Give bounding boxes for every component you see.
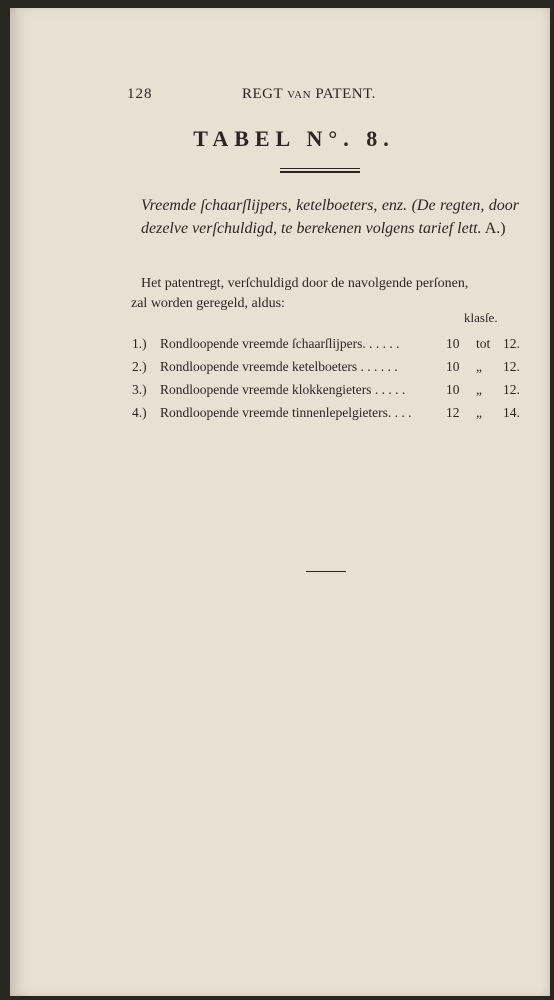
- row-class-high: 12.: [503, 382, 520, 397]
- table-title: TABEL N°. 8.: [193, 126, 395, 151]
- row-number: 4.): [132, 405, 147, 420]
- row-number: 3.): [132, 382, 147, 397]
- intro-line-1: Het patentregt, verſchuldigd door de navolgende perſonen,: [141, 276, 469, 291]
- row-class-low: 10: [446, 359, 460, 374]
- running-title-part2: PATENT.: [311, 86, 376, 102]
- row-description: Rondloopende vreemde ketelboeters . . . . . .: [160, 359, 398, 374]
- row-description: Rondloopende vreemde klokkengieters . . . . .: [160, 382, 406, 397]
- row-class-separator: „: [476, 359, 482, 374]
- intro-line-2: zal worden geregeld, aldus:: [131, 296, 285, 311]
- row-class-high: 14.: [503, 405, 520, 420]
- row-class-separator: tot: [476, 336, 491, 351]
- row-number: 1.): [132, 336, 147, 351]
- tariff-row: [132, 405, 532, 428]
- column-header-klasse: klasſe.: [464, 310, 498, 325]
- running-title: [242, 86, 376, 103]
- heading-italic: Vreemde ſchaarſlijpers, ketelboeters, enz. (De regten, door dezelve verſchuldigd, te berekenen volgens tarief lett.: [141, 197, 519, 237]
- tariff-row: [132, 382, 532, 405]
- tariff-row: [132, 359, 532, 382]
- book-page: [10, 8, 550, 996]
- running-title-small: VAN: [287, 89, 312, 101]
- tariff-list: [132, 336, 532, 428]
- page-number: 128: [127, 86, 153, 102]
- row-class-high: 12.: [503, 336, 520, 351]
- intro-paragraph: [131, 274, 519, 314]
- section-heading: [141, 194, 519, 240]
- row-description: Rondloopende vreemde ſchaarſlijpers. . . . . .: [160, 336, 400, 351]
- row-class-low: 12: [446, 405, 460, 420]
- row-class-separator: „: [476, 405, 482, 420]
- row-class-high: 12.: [503, 359, 520, 374]
- page-header: [10, 86, 550, 106]
- title-rule: [280, 168, 360, 173]
- running-title-part1: REGT: [242, 86, 288, 102]
- row-class-low: 10: [446, 382, 460, 397]
- closing-rule: [306, 571, 346, 572]
- row-class-low: 10: [446, 336, 460, 351]
- tariff-row: [132, 336, 532, 359]
- row-description: Rondloopende vreemde tinnenlepelgieters. . . .: [160, 405, 412, 420]
- heading-upright: A.): [481, 220, 506, 237]
- row-class-separator: „: [476, 382, 482, 397]
- row-number: 2.): [132, 359, 147, 374]
